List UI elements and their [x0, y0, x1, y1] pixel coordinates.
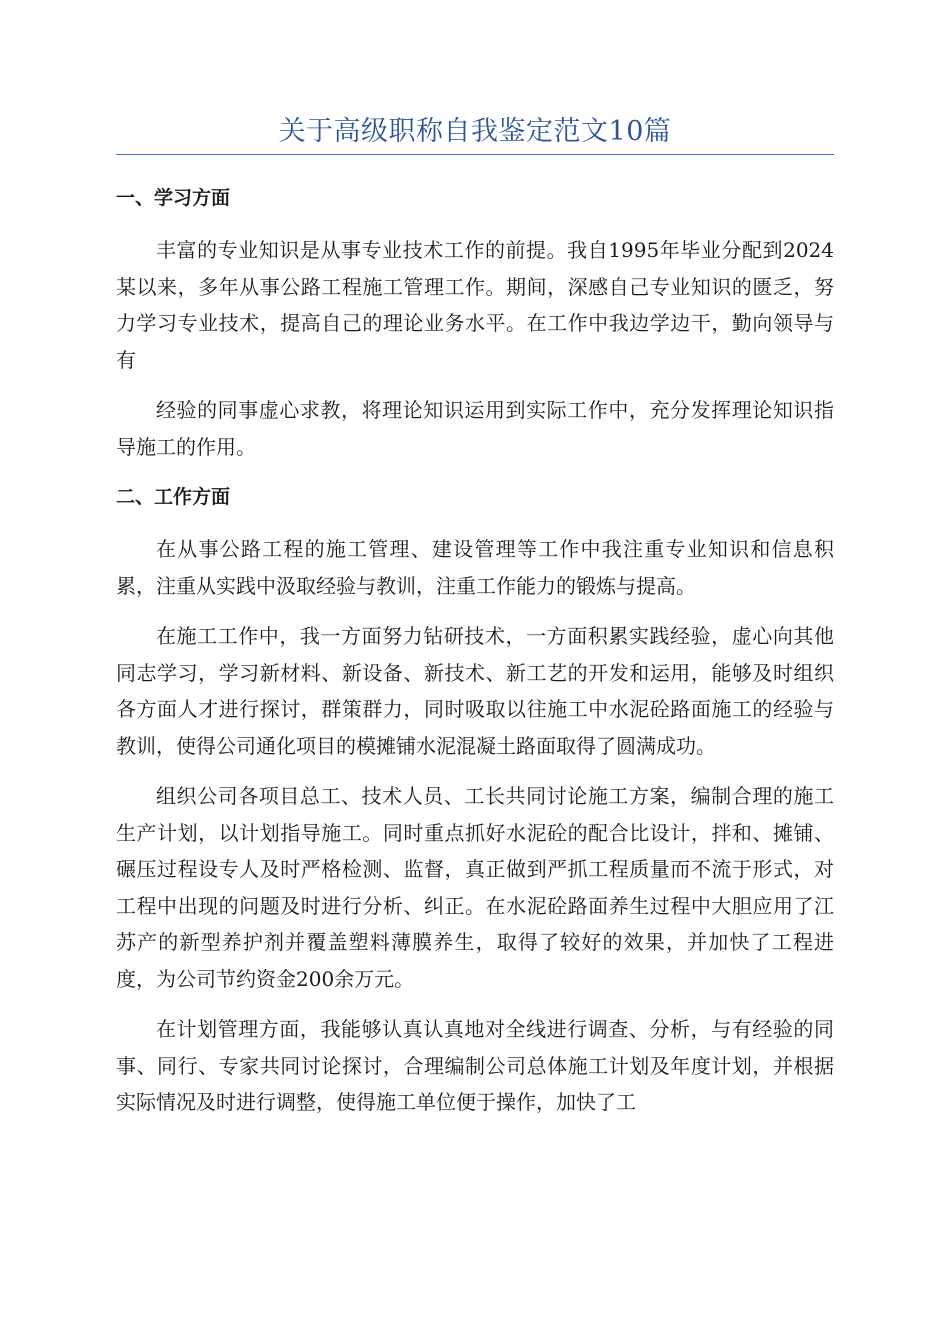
paragraph: 经验的同事虚心求教，将理论知识运用到实际工作中，充分发挥理论知识指导施工的作用。: [116, 398, 834, 459]
paragraph: 在施工工作中，我一方面努力钻研技术，一方面积累实践经验，虚心向其他同志学习，学习新材料、新设备、新技术、新工艺的开发和运用，能够及时组织各方面人才进行探讨，群策群力，同时吸取以往施工中水泥砼路面施工的经验与教训，使得公司通化项目的模摊铺水泥混凝土路面取得了圆满成功。: [116, 624, 834, 758]
section-work: [116, 479, 834, 1121]
document-title: 关于高级职称自我鉴定范文10篇: [278, 116, 672, 147]
section-heading: 二、工作方面: [116, 486, 231, 508]
paragraph: 在从事公路工程的施工管理、建设管理等工作中我注重专业知识和信息积累，注重从实践中汲取经验与教训，注重工作能力的锻炼与提高。: [116, 537, 834, 598]
paragraph: 丰富的专业知识是从事专业技术工作的前提。我自1995年毕业分配到2024某以来，多年从事公路工程施工管理工作。期间，深感自己专业知识的匮乏，努力学习专业技术，提高自己的理论业务水平。在工作中我边学边干，勤向领导与有: [116, 238, 834, 372]
title-underline: [116, 154, 834, 155]
document-body: [116, 180, 834, 1135]
paragraph: 在计划管理方面，我能够认真认真地对全线进行调查、分析，与有经验的同事、同行、专家共同讨论探讨，合理编制公司总体施工计划及年度计划，并根据实际情况及时进行调整，使得施工单位便于操作，加快了工: [116, 1017, 834, 1114]
section-study: [116, 180, 834, 465]
section-heading: 一、学习方面: [116, 187, 231, 209]
paragraph: 组织公司各项目总工、技术人员、工长共同讨论施工方案，编制合理的施工生产计划，以计划指导施工。同时重点抓好水泥砼的配合比设计，拌和、摊铺、碾压过程设专人及时严格检测、监督，真正做到严抓工程质量而不流于形式，对工程中出现的问题及时进行分析、纠正。在水泥砼路面养生过程中大胆应用了江苏产的新型养护剂并覆盖塑料薄膜养生，取得了较好的效果，并加快了工程进度，为公司节约资金200余万元。: [116, 784, 834, 991]
